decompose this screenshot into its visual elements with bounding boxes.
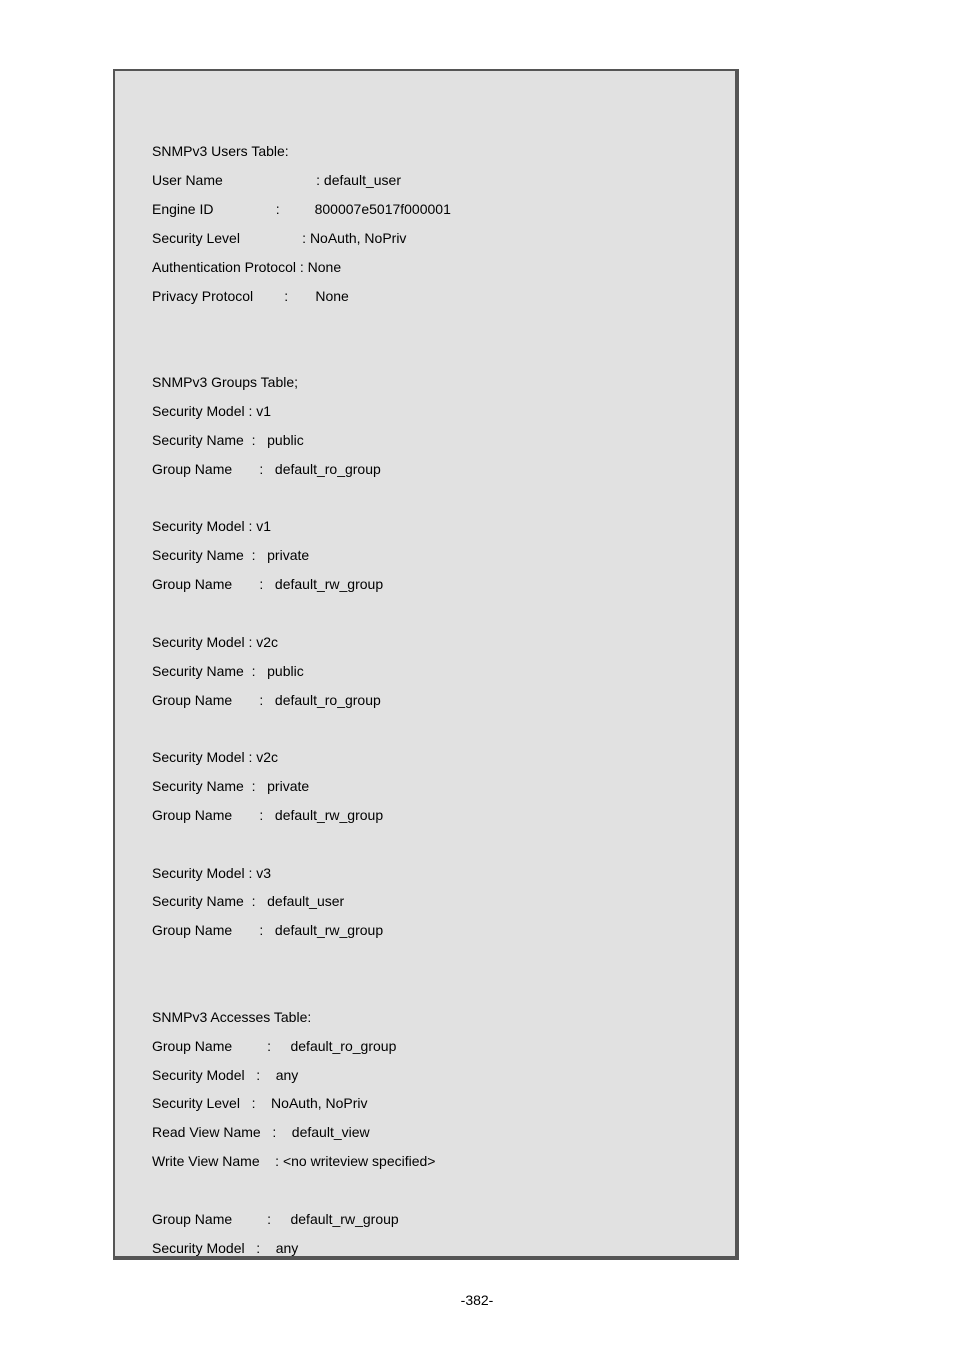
groups-table-heading: SNMPv3 Groups Table;	[152, 374, 299, 390]
access-group-name-line: Group Name : default_rw_group	[152, 1211, 399, 1227]
group-security-model-line: Security Model : v2c	[152, 634, 279, 650]
user-name-line: User Name : default_user	[152, 172, 401, 188]
console-output-box	[113, 69, 739, 1260]
group-security-model-line: Security Model : v1	[152, 403, 272, 419]
group-security-name-line: Security Name : public	[152, 663, 304, 679]
group-security-model-line: Security Model : v2c	[152, 749, 279, 765]
security-level-line: Security Level : NoAuth, NoPriv	[152, 230, 407, 246]
group-security-name-line: Security Name : private	[152, 778, 310, 794]
group-security-name-line: Security Name : private	[152, 547, 310, 563]
group-name-line: Group Name : default_ro_group	[152, 461, 381, 477]
access-read-view-line: Read View Name : default_view	[152, 1124, 370, 1140]
group-name-line: Group Name : default_rw_group	[152, 922, 384, 938]
group-security-model-line: Security Model : v3	[152, 865, 272, 881]
access-security-model-line: Security Model : any	[152, 1067, 299, 1083]
access-write-view-line: Write View Name : <no writeview specified>	[152, 1153, 436, 1169]
accesses-table-heading: SNMPv3 Accesses Table:	[152, 1009, 312, 1025]
group-security-name-line: Security Name : public	[152, 432, 304, 448]
group-name-line: Group Name : default_rw_group	[152, 807, 384, 823]
group-security-model-line: Security Model : v1	[152, 518, 272, 534]
page-number: -382-	[460, 1292, 494, 1308]
group-security-name-line: Security Name : default_user	[152, 893, 345, 909]
group-name-line: Group Name : default_ro_group	[152, 692, 381, 708]
users-table-heading: SNMPv3 Users Table:	[152, 143, 289, 159]
engine-id-line: Engine ID : 800007e5017f000001	[152, 201, 451, 217]
access-security-model-line: Security Model : any	[152, 1240, 299, 1256]
privacy-protocol-line: Privacy Protocol : None	[152, 288, 349, 304]
access-group-name-line: Group Name : default_ro_group	[152, 1038, 397, 1054]
access-security-level-line: Security Level : NoAuth, NoPriv	[152, 1095, 368, 1111]
auth-protocol-line: Authentication Protocol : None	[152, 259, 342, 275]
group-name-line: Group Name : default_rw_group	[152, 576, 384, 592]
